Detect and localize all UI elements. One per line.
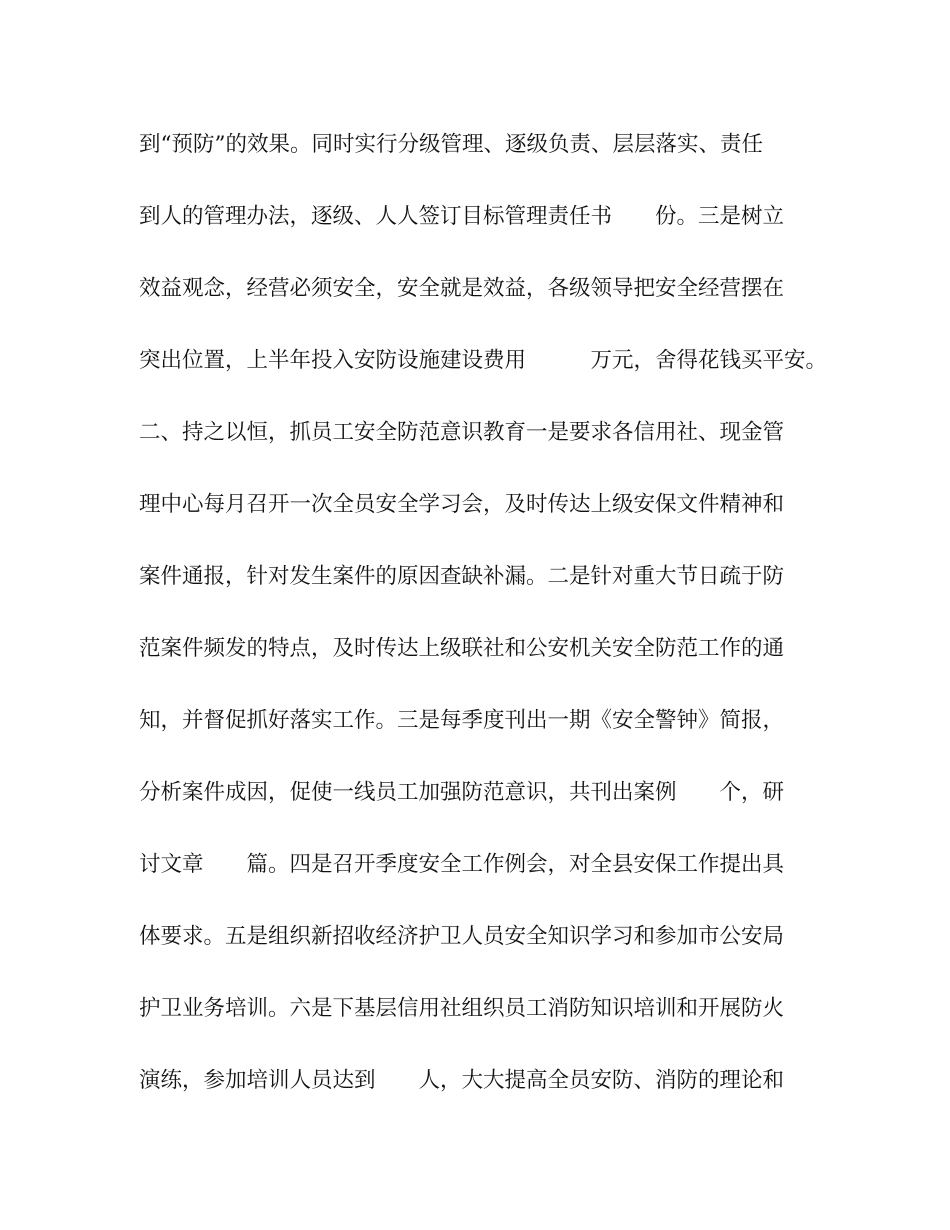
text-line: 分析案件成因，促使一线员工加强防范意识，共刊出案例 个，研 (139, 780, 785, 805)
text-line: 演练，参加培训人员达到 人，大大提高全员安防、消防的理论和 (139, 1068, 785, 1093)
text-line: 范案件频发的特点，及时传达上级联社和公安机关安全防范工作的通 (139, 636, 785, 661)
text-line: 讨文章 篇。四是召开季度安全工作例会，对全县安保工作提出具 (139, 852, 785, 877)
text-line: 到人的管理办法，逐级、人人签订目标管理责任书 份。三是树立 (139, 204, 785, 229)
text-line: 案件通报，针对发生案件的原因查缺补漏。二是针对重大节日疏于防 (139, 564, 785, 589)
text-line: 二、持之以恒，抓员工安全防范意识教育一是要求各信用社、现金管 (139, 420, 785, 445)
text-line: 效益观念，经营必须安全，安全就是效益，各级领导把安全经营摆在 (139, 276, 785, 301)
text-line: 理中心每月召开一次全员安全学习会，及时传达上级安保文件精神和 (139, 492, 785, 517)
text-line: 知，并督促抓好落实工作。三是每季度刊出一期《安全警钟》简报， (139, 708, 785, 733)
text-line: 到“预防”的效果。同时实行分级管理、逐级负责、层层落实、责任 (139, 132, 763, 157)
text-line: 护卫业务培训。六是下基层信用社组织员工消防知识培训和开展防火 (139, 996, 785, 1021)
text-line: 体要求。五是组织新招收经济护卫人员安全知识学习和参加市公安局 (139, 924, 785, 949)
text-line: 突出位置，上半年投入安防设施建设费用 万元，舍得花钱买平安。 (139, 348, 828, 373)
